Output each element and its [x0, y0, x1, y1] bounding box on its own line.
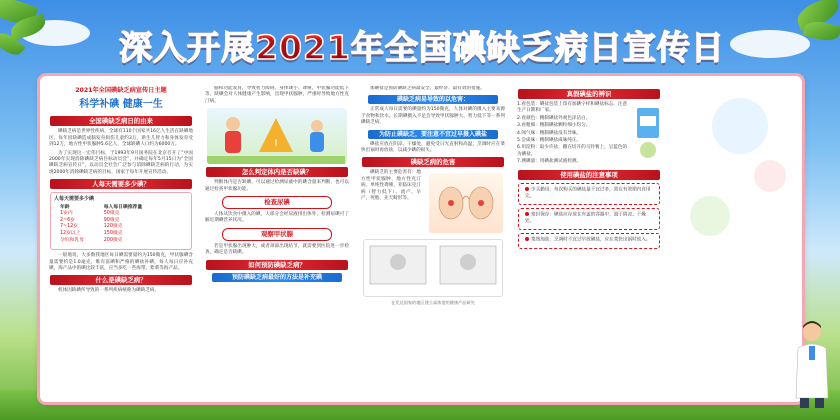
section-header-harm: 碘缺乏病的危害	[362, 157, 504, 167]
decorative-figure	[670, 86, 804, 396]
column-2	[202, 86, 352, 396]
section-header-judge: 怎么判定体内是否缺碘？	[206, 167, 348, 177]
people-illustration-icon	[207, 108, 345, 164]
paragraph: 脑和功能发育，导致智力障碍、身体矮小、聋哑、甲状腺功能低下等，缺碘会对人体健康产生影响，出现甲状腺肿，严重时导致地方性克汀病。	[205, 86, 349, 104]
table-row	[58, 211, 168, 218]
section-header-what-is: 什么是碘缺乏病？	[50, 275, 192, 285]
note-item	[525, 237, 653, 244]
poster-title-text: 深入开展2021年全国碘缺乏病日宣传日	[119, 22, 725, 69]
sub-header-thyroid: 观察甲状腺	[222, 228, 332, 241]
table-cell: 150微克	[103, 231, 123, 237]
table-title: 人每天需要多少碘	[54, 196, 95, 203]
poster-title	[72, 20, 772, 70]
list-item: 5.尝咸味：精制碘盐咸味纯正。	[517, 138, 582, 144]
note-box	[518, 233, 660, 249]
illustration-research	[363, 239, 503, 297]
salt-bag-figure	[634, 102, 664, 167]
table-cell: 12岁以上	[60, 231, 81, 237]
note-text: 菜熟加盐：烹调时不宜过早放碘盐，应在菜快出锅时放入。	[531, 237, 651, 243]
sub-header-best-method: 预防碘缺乏病最好的方法是补充碘	[212, 273, 342, 282]
paragraph: 人体从饮食中摄入的碘，大部分会经尿液排出体外，检测尿碘可了解近期碘营养状况。	[205, 212, 349, 224]
section-header-notes: 使用碘盐的注意事项	[518, 170, 660, 180]
salt-bag-icon	[634, 102, 664, 162]
paragraph: 机体因缺碘所导致的一系列疾病统称为碘缺乏病。	[58, 288, 160, 294]
section-header-prevent: 如何预防碘缺乏病？	[206, 260, 348, 270]
table-cell: 1岁内	[60, 211, 73, 217]
paragraph: 若是甲状腺出现肿大，或者颈部出现结节，就需要到医院进一步检查，确定是否缺碘。	[205, 243, 349, 256]
list-item: 3.看粗细：精制碘盐颗粒细小均匀。	[517, 123, 591, 129]
harm-row	[358, 170, 508, 236]
svg-text:I: I	[274, 138, 278, 150]
paragraph: 判断体内是否缺碘，可以通过检测尿液中的碘含量来判断，也可以通过检查甲状腺功能。	[205, 180, 349, 192]
identify-row	[514, 102, 664, 167]
note-text: 少买勤用：每次购买的碘盐量不宜过多，需在有效期内食用完。	[525, 187, 651, 199]
section-header-daily-iodine: 人每天需要多少碘？	[50, 179, 192, 189]
identify-list	[514, 102, 634, 167]
section-header-caution: 为防止碘缺乏，要注意不宜过早摄入碘盐	[368, 130, 498, 139]
table-cell: 120微克	[103, 224, 123, 230]
column-3	[358, 86, 508, 396]
paragraph: 加碘盐是预防碘缺乏病最安全、最经济、最有效的措施。	[370, 86, 485, 91]
section-header-identify: 真假碘盐的辨识	[518, 89, 660, 99]
list-item: 6.用淀粉：取少许盐，撒在切开的马铃薯上，呈蓝色的为碘盐。	[517, 145, 628, 157]
column-5	[670, 86, 804, 396]
table-row	[58, 238, 168, 245]
paragraph: 碘盐应放在阴凉、干燥处，避免受日光直射和高温，烹调时应在菜快出锅时再放盐，以减少碘的损失。	[361, 141, 505, 154]
note-item	[525, 187, 653, 200]
thyroid-illustration-icon	[429, 173, 503, 233]
note-box	[518, 183, 660, 205]
iodine-table-box	[50, 192, 192, 250]
illustration-thyroid	[429, 173, 503, 233]
list-item: 4.闻气味：精制碘盐没有异味。	[517, 130, 582, 136]
table-cell: 90微克	[103, 217, 120, 223]
section-header-hazard-list: 碘缺乏病易导致的以危害：	[368, 95, 498, 104]
paragraph: 一般地说，大多数我地区每日碘需要量约为150微克，甲状腺碘含量需要约是1.0毫克，唯有富碘和严格的碘盐补碘，每人每日应补充碘，海产品中的碘比较丰富，应当多吃一些海带、紫菜等海产品。	[49, 253, 193, 272]
figure-caption: 在发达国家的地区建立高浓度的健康产品研究	[391, 300, 475, 306]
note-item	[525, 212, 653, 225]
table-cell: 50微克	[103, 211, 120, 217]
iodine-table	[58, 205, 168, 245]
paragraph: 碘缺乏的主要危害有：地方性甲状腺肿、地方性克汀病、单纯性聋哑、亚临床克汀病（智力低下）、流产、早产、死胎、先天畸形等。	[361, 170, 421, 202]
research-illustration-icon	[364, 240, 502, 290]
sub-header-urine: 检查尿碘	[222, 196, 332, 209]
section-header-origin: 全国碘缺乏病日的由来	[50, 116, 192, 126]
note-text: 密封保存：碘盐应存放在有盖的容器中，置于阴凉、干燥处。	[525, 212, 646, 224]
table-cell: 2~6岁	[60, 217, 75, 223]
doctor-icon	[792, 318, 832, 408]
paragraph: 为了实现这一宏伟目标，于1993年9月国务院在北京召开了“中国2000年实现消除碘缺乏病目标动员会”，并确定每年5月15日为“全国碘缺乏病宣传日”，以动员全社会广泛参与消除碘缺乏病的行动，为实现2000年消除碘缺乏病的目标，国家于每年开展宣传活动。	[49, 150, 193, 175]
list-item: 1.看包装：碘盐包装上印有加碘字样和碘盐标志，注意生产日期和厂家。	[517, 102, 628, 114]
list-item: 2.看颜色：精制碘盐外观色泽洁白。	[517, 115, 591, 121]
table-header-cell: 每人每日碘推荐量	[103, 204, 143, 210]
paragraph: 碘缺乏病是世界性疾病，全球有110个国家共16亿人生活在缺碘地区，每年因缺碘造成脑发育损伤儿童约3万，新生儿智力和身体发育受到12万，地方性甲状腺肿5.6亿人，全球缺碘人口约为6000万。	[49, 129, 193, 148]
bullet-icon	[525, 237, 529, 241]
illustration-people	[207, 108, 347, 164]
table-cell: 200微克	[103, 237, 123, 243]
paragraph: 正常成人每日需要的碘量约为150微克，人体对碘的摄入主要来源于食物和饮水。长期碘摄入不足会导致甲状腺肿大、智力低下等一系列碘缺乏病。	[361, 107, 505, 126]
bullet-icon	[525, 212, 529, 216]
theme-title: 2021年全国碘缺乏病宣传日主题	[75, 87, 167, 94]
table-cell: 7~12岁	[60, 224, 78, 230]
table-row	[58, 231, 168, 238]
content-board	[40, 76, 802, 402]
slogan: 科学补碘 健康一生	[79, 99, 163, 111]
column-1	[46, 86, 196, 396]
table-header-cell: 年龄	[60, 204, 70, 210]
bullet-icon	[525, 187, 529, 191]
note-box	[518, 208, 660, 230]
list-item: 7.测碘量：用碘盐测试液检测。	[517, 159, 582, 165]
column-4	[514, 86, 664, 396]
table-cell: 孕妇和乳母	[60, 237, 84, 243]
